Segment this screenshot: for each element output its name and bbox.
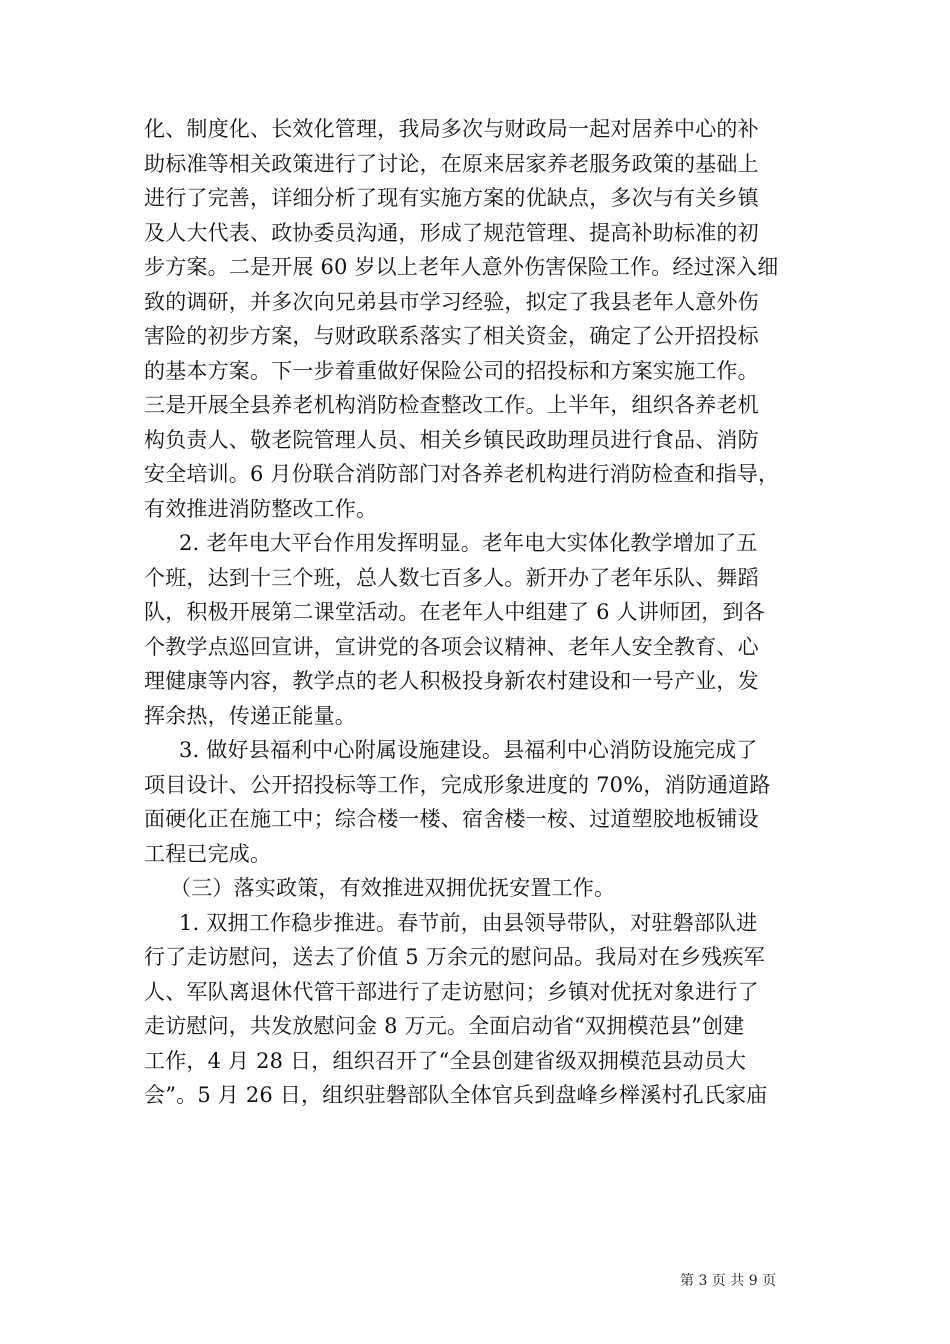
text-line: 进行了完善，详细分析了现有实施方案的优缺点，多次与有关乡镇: [144, 186, 759, 210]
text-line: 队，积极开展第二课堂活动。在老年人中组建了 6 人讲师团，到各: [144, 600, 765, 624]
text-line: 理健康等内容，教学点的老人积极投身新农村建设和一号产业，发: [144, 669, 759, 693]
text-line: 工程已完成。: [144, 841, 272, 866]
text-line: 安全培训。6 月份联合消防部门对各养老机构进行消防检查和指导，: [144, 462, 780, 486]
text-line: 及人大代表、政协委员沟通，形成了规范管理、提高补助标准的初: [144, 220, 759, 245]
text-line: 化、制度化、长效化管理，我局多次与财政局一起对居养中心的补: [144, 117, 759, 141]
text-line: 步方案。二是开展 60 岁以上老年人意外伤害保险工作。经过深入细: [144, 255, 779, 279]
text-line: 行了走访慰问，送去了价值 5 万余元的慰问品。我局对在乡残疾军: [144, 945, 765, 969]
text-line: 的基本方案。下一步着重做好保险公司的招投标和方案实施工作。: [144, 358, 759, 383]
text-line: 构负责人、敬老院管理人员、相关乡镇民政助理员进行食品、消防: [144, 427, 759, 452]
text-line: 害险的初步方案，与财政联系落实了相关资金，确定了公开招投标: [144, 324, 759, 348]
text-line: 面硬化正在施工中；综合楼一楼、宿舍楼一桉、过道塑胶地板铺设: [144, 807, 759, 831]
text-line: 挥余热，传递正能量。: [144, 703, 356, 728]
paragraph-start-line: 3. 做好县福利中心附属设施建设。县福利中心消防设施完成了: [179, 738, 758, 762]
text-line: 工作，4 月 28 日，组织召开了“全县创建省级双拥模范县动员大: [144, 1048, 747, 1073]
text-line: 致的调研，并多次向兄弟县市学习经验，拟定了我县老年人意外伤: [144, 289, 759, 314]
text-line: 助标准等相关政策进行了讨论，在原来居家养老服务政策的基础上: [144, 151, 759, 176]
paragraph-start-line: 2. 老年电大平台作用发挥明显。老年电大实体化教学增加了五: [179, 531, 758, 555]
text-line: 人、军队离退休代管干部进行了走访慰问；乡镇对优抚对象进行了: [144, 979, 759, 1004]
section-heading: （三）落实政策，有效推进双拥优抚安置工作。: [170, 876, 616, 900]
text-line: 个教学点巡回宣讲，宣讲党的各项会议精神、老年人安全教育、心: [144, 634, 759, 659]
paragraph-start-line: 1. 双拥工作稳步推进。春节前，由县领导带队，对驻磐部队进: [179, 910, 758, 935]
text-line: 有效推进消防整改工作。: [144, 496, 378, 521]
text-line: 个班，达到十三个班，总人数七百多人。新开办了老年乐队、舞蹈: [144, 565, 759, 590]
text-line: 走访慰问，共发放慰问金 8 万元。全面启动省“双拥模范县”创建: [144, 1014, 745, 1038]
text-line: 项目设计、公开招投标等工作，完成形象进度的 70%，消防通道路: [144, 772, 771, 797]
document-body: [144, 112, 824, 1113]
text-line: 三是开展全县养老机构消防检查整改工作。上半年，组织各养老机: [144, 393, 759, 417]
page-number-footer: 第 3 页 共 9 页: [680, 1273, 777, 1289]
text-line: 会”。5 月 26 日，组织驻磐部队全体官兵到盘峰乡榉溪村孔氏家庙: [144, 1083, 768, 1107]
